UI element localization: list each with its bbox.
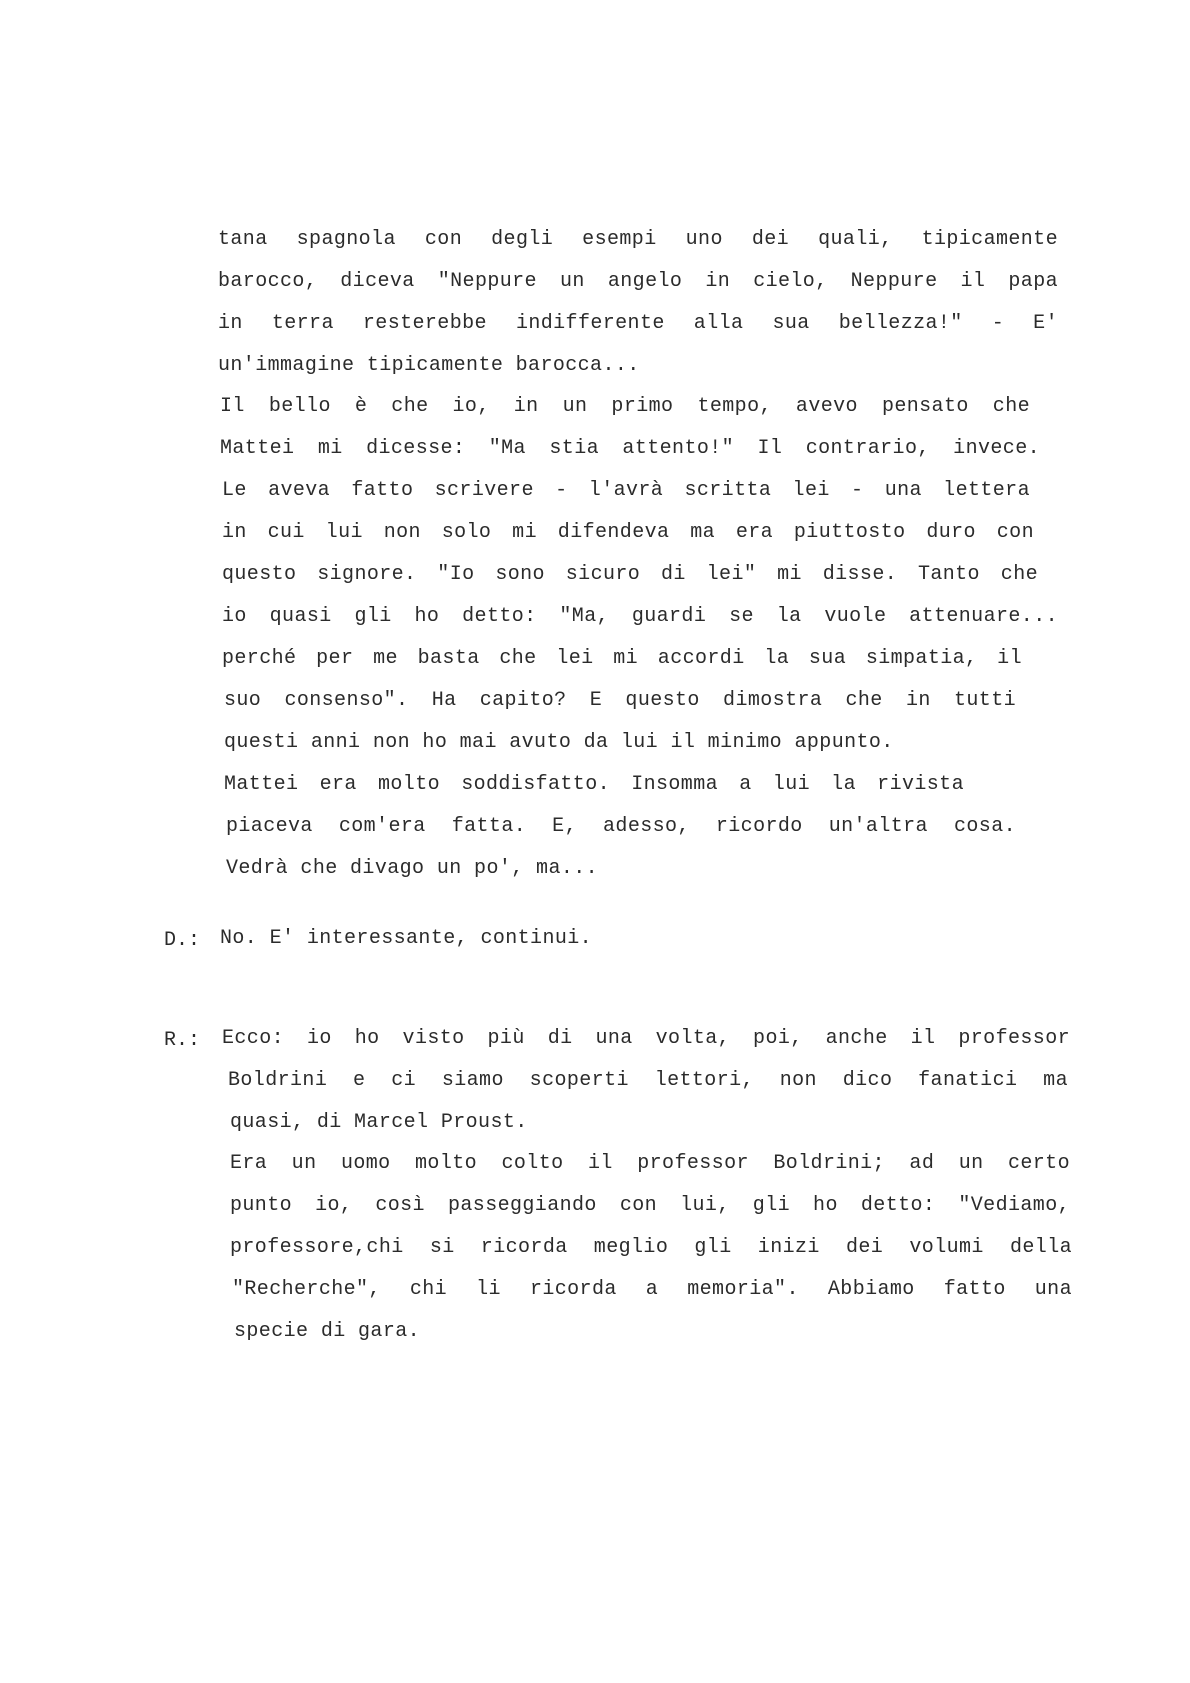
text-line: suo consenso". Ha capito? E questo dimostra che in tutti [224,689,1016,712]
text-line: questi anni non ho mai avuto da lui il minimo appunto. [224,731,894,754]
text-line: Era un uomo molto colto il professor Boldrini; ad un certo [230,1152,1070,1175]
text-line: in cui lui non solo mi difendeva ma era piuttosto duro con [222,521,1034,544]
text-line: Vedrà che divago un po', ma... [226,857,599,880]
text-line: Ecco: io ho visto più di una volta, poi, anche il professor [222,1027,1070,1050]
text-line: piaceva com'era fatta. E, adesso, ricordo un'altra cosa. [226,815,1016,838]
text-line: Le aveva fatto scrivere - l'avrà scritta lei - una lettera [222,479,1030,502]
text-line: io quasi gli ho detto: "Ma, guardi se la vuole attenuare... [222,605,1058,628]
text-line: tana spagnola con degli esempi uno dei quali, tipicamente [218,228,1058,251]
question-speaker-label: D.: [164,929,201,952]
text-line: barocco, diceva "Neppure un angelo in cielo, Neppure il papa [218,270,1058,293]
answer-speaker-label: R.: [164,1029,201,1052]
text-line: professore,chi si ricorda meglio gli inizi dei volumi della [230,1236,1072,1259]
text-line: Il bello è che io, in un primo tempo, avevo pensato che [220,395,1030,418]
text-line: quasi, di Marcel Proust. [230,1111,528,1134]
text-line: questo signore. "Io sono sicuro di lei" mi disse. Tanto che [222,563,1038,586]
text-line: Mattei mi dicesse: "Ma stia attento!" Il contrario, invece. [220,437,1040,460]
text-line: "Recherche", chi li ricorda a memoria". Abbiamo fatto una [232,1278,1072,1301]
text-line: perché per me basta che lei mi accordi la sua simpatia, il [222,647,1022,670]
text-line: punto io, così passeggiando con lui, gli ho detto: "Vediamo, [230,1194,1070,1217]
text-line: specie di gara. [234,1320,421,1343]
text-line: Mattei era molto soddisfatto. Insomma a lui la rivista [224,773,964,796]
text-line: Boldrini e ci siamo scoperti lettori, non dico fanatici ma [228,1069,1068,1092]
text-line: in terra resterebbe indifferente alla sua bellezza!" - E' [218,312,1058,335]
question-text: No. E' interessante, continui. [220,927,593,950]
text-line: un'immagine tipicamente barocca... [218,354,640,377]
